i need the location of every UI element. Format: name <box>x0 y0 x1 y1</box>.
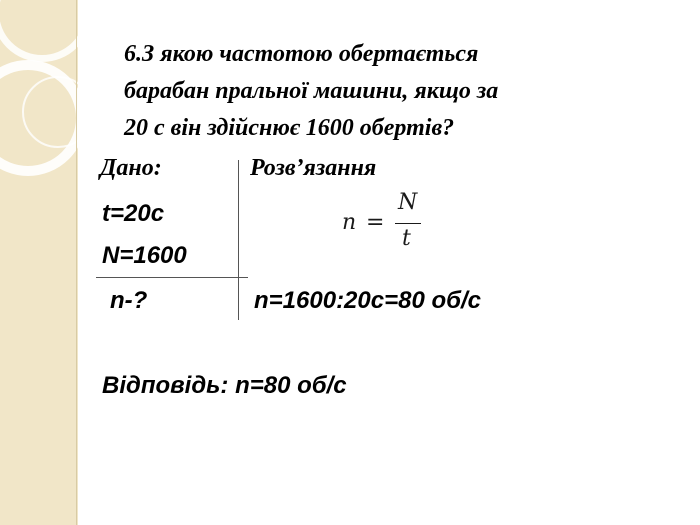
answer-line <box>102 370 347 402</box>
formula-numerator: N <box>398 190 418 215</box>
given-revolutions: N=1600 <box>102 242 187 269</box>
decorative-ring <box>0 0 78 62</box>
decorative-side-band <box>0 0 78 525</box>
calculation: n=1600:20c=80 об/с <box>254 287 482 314</box>
answer-value: n=80 об/с <box>235 372 347 399</box>
problem-statement <box>124 36 498 147</box>
formula-equals: = <box>366 210 385 235</box>
formula-denominator: t <box>402 226 411 251</box>
band-divider <box>76 0 77 525</box>
given-underline <box>96 277 248 278</box>
fraction-bar <box>395 223 421 224</box>
solution-heading: Розв’язання <box>250 155 377 181</box>
problem-line: барабан пральної машини, якщо за <box>124 78 499 104</box>
unknown-quantity: n-? <box>110 287 148 314</box>
problem-line: 6.З якою частотою обертається <box>124 41 479 67</box>
answer-label: Відповідь: <box>102 372 229 399</box>
given-solution-divider <box>238 160 239 320</box>
formula-lhs: n <box>342 210 357 235</box>
problem-line: 20 с він здійснює 1600 обертів? <box>124 115 455 141</box>
given-heading: Дано: <box>100 155 162 181</box>
given-time: t=20c <box>102 200 165 227</box>
